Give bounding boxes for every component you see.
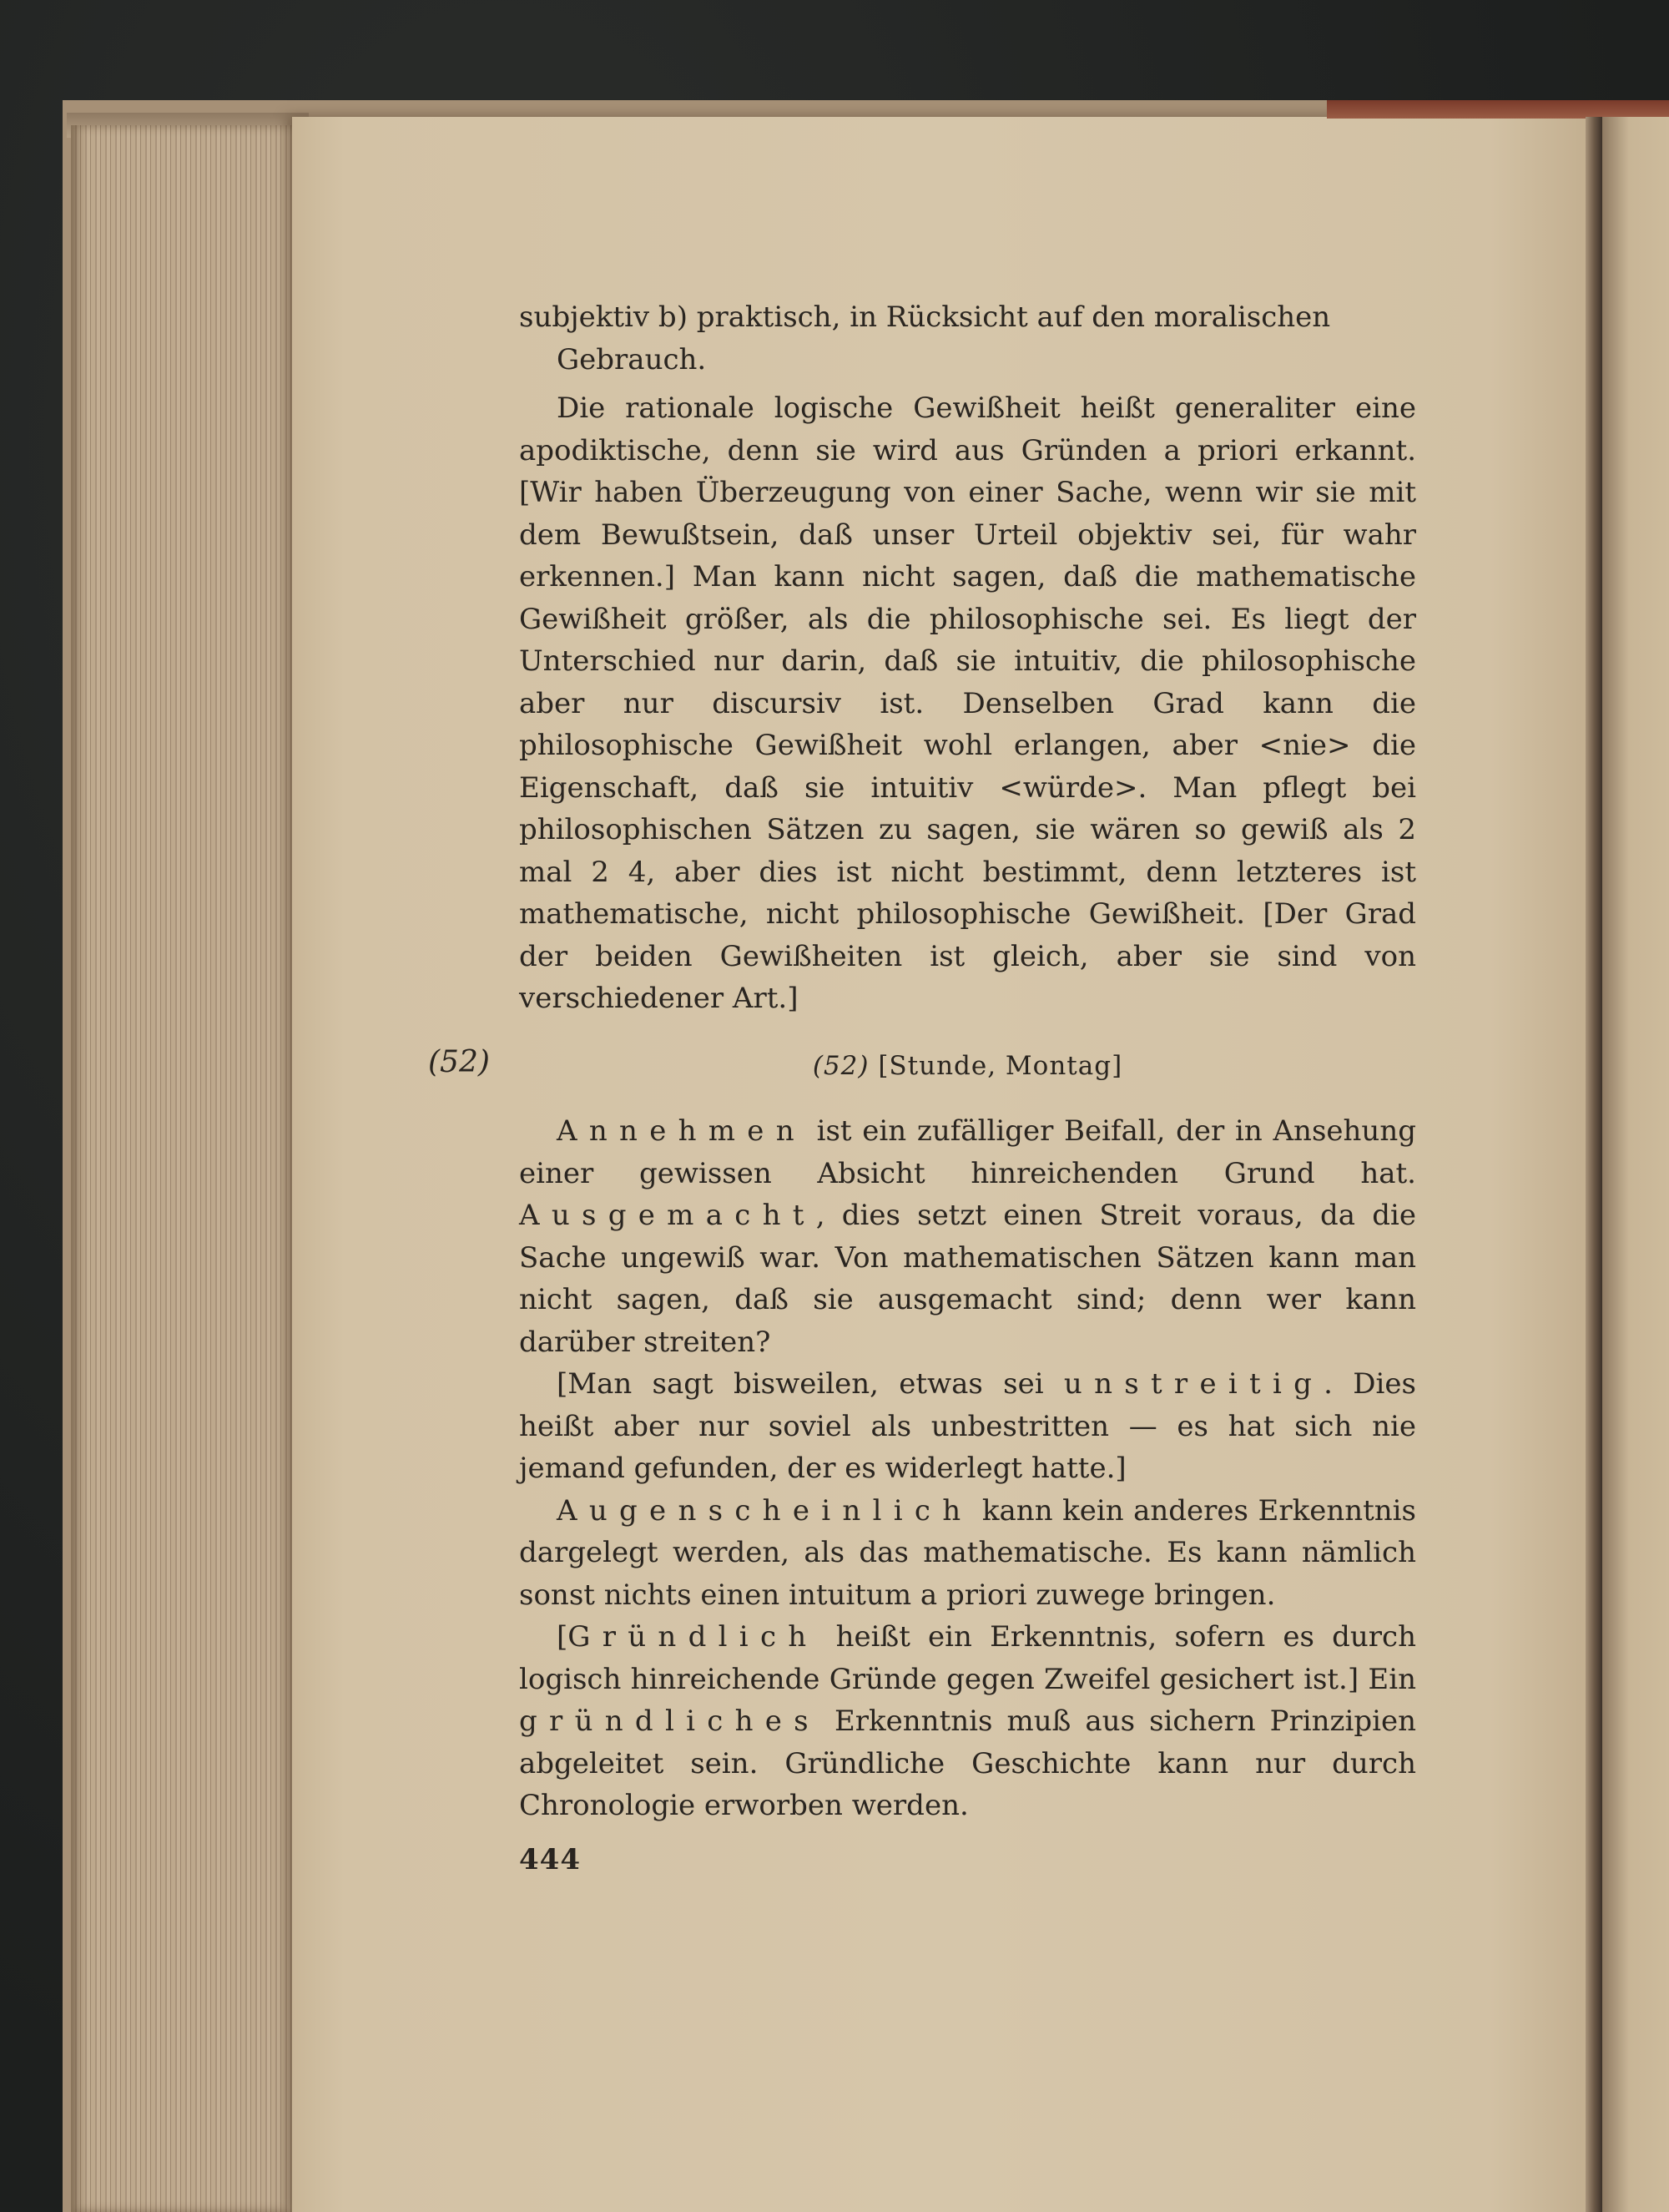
page-edges (71, 125, 296, 2212)
term-augenscheinlich: Augenscheinlich (557, 1493, 973, 1528)
paragraph-1-line-2: Gebrauch. (557, 342, 707, 376)
margin-note: (52) (428, 1045, 490, 1079)
paragraph-5 (519, 1490, 1416, 1617)
term-ausgemacht: Ausgemacht (519, 1199, 816, 1232)
page-text (519, 296, 1416, 1881)
term-annehmen: Annehmen (557, 1114, 806, 1148)
paragraph-2: Die rationale logische Gewißheit heißt generaliter eine apodiktische, denn sie wird aus Gründen a priori erkannt. [Wir haben Überzeugung von einer Sache, wenn wir sie mit dem Bewußtsein, daß unser Urteil objektiv sei, für wahr erkennen.] Man kann nicht sagen, daß die mathematische Gewißheit größer, als die philosophische sei. Es liegt der Unterschied nur darin, daß sie intuitiv, die philosophische aber nur discursiv ist. Denselben Grad kann die philosophische Gewißheit wohl erlangen, aber <nie> die Eigenschaft, daß sie intuitiv <würde>. Man pflegt bei philosophischen Sätzen zu sagen, sie wären so gewiß als 2 mal 2 4, aber dies ist nicht bestimmt, denn letzteres ist mathematische, nicht philosophische Gewißheit. [Der Grad der beiden Gewißheiten ist gleich, aber sie sind von verschiedener Art.] (519, 391, 1416, 1015)
paragraph-4-part-1: [Man sagt bisweilen, etwas sei (557, 1367, 1064, 1401)
paragraph-6 (519, 1616, 1416, 1827)
paragraph-3-part-2: , dies setzt einen Streit voraus, da die Sache ungewiß war. Von mathematischen Sätzen kann man nicht sagen, daß sie ausgemacht sind; denn wer kann darüber streiten? (519, 1199, 1416, 1359)
paragraph-4 (519, 1363, 1416, 1490)
paragraph-3-part-1: ist ein zufälliger Beifall, der in Ansehung einer gewissen Absicht hinreichenden Grund hat. (519, 1114, 1416, 1190)
paragraph-1-line-1: subjektiv b) praktisch, in Rücksicht auf den moralischen (519, 300, 1331, 334)
section-heading (519, 1045, 1416, 1088)
section-number: (52) (812, 1050, 870, 1081)
paragraph-6-part-2: heißt ein Erkenntnis, sofern es durch logisch hinreichende Gründe gegen Zweifel gesichert ist.] Ein (519, 1620, 1416, 1696)
term-unstreitig: unstreitig (1063, 1367, 1324, 1401)
term-gruendliches: gründliches (519, 1704, 820, 1738)
paragraph-6-part-1: [ (557, 1620, 568, 1654)
paragraph-4-part-2: . Dies heißt aber nur soviel als unbestritten — es hat sich nie jemand gefunden, der es widerlegt hatte.] (519, 1367, 1416, 1485)
paragraph-3 (519, 1110, 1416, 1363)
book-gutter (1586, 117, 1602, 2212)
paragraph-6-part-3: Erkenntnis muß aus sichern Prinzipien abgeleitet sein. Gründliche Geschichte kann nur durch Chronologie erworben werden. (519, 1704, 1416, 1822)
term-gruendlich: Gründlich (567, 1620, 819, 1654)
page-number: 444 (519, 1842, 581, 1876)
section-title: [Stunde, Montag] (878, 1050, 1123, 1081)
cover-edge (1327, 100, 1669, 119)
paragraph-5-part-1: kann kein anderes Erkenntnis dargelegt werden, als das mathematische. Es kann nämlich sonst nichts einen intuitum a priori zuwege bringen. (519, 1493, 1416, 1612)
next-page-edge (1602, 117, 1669, 2212)
